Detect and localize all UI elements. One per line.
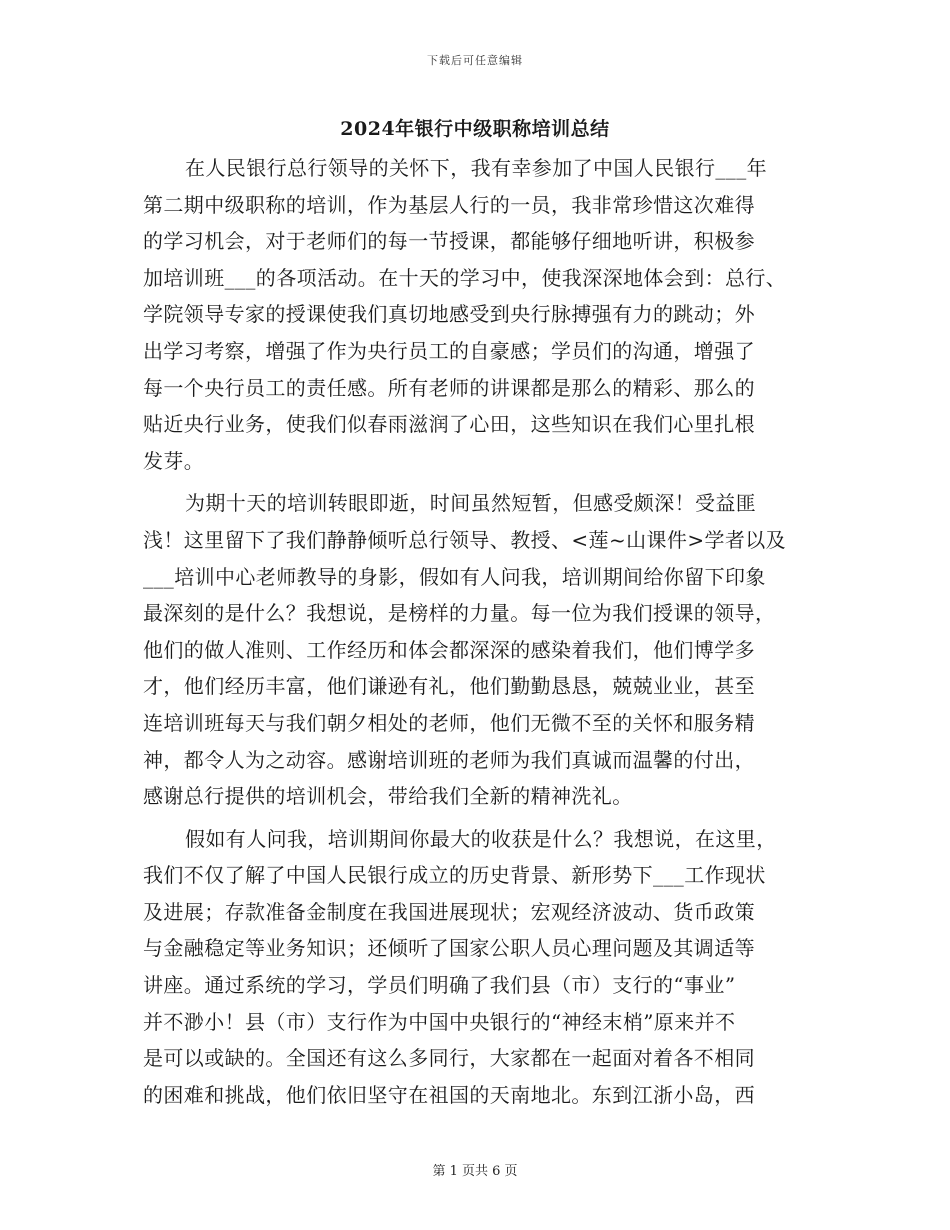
paragraph-line: 最深刻的是什么？我想说，是榜样的力量。每一位为我们授课的领导， xyxy=(143,601,776,626)
paragraph-line: 贴近央行业务，使我们似春雨滋润了心田，这些知识在我们心里扎根 xyxy=(143,412,755,437)
paragraph-1 xyxy=(143,150,833,479)
paragraph-line: 及进展；存款准备金制度在我国进展现状；宏观经济波动、货币政策 xyxy=(143,899,755,924)
paragraph-line: 出学习考察，增强了作为央行员工的自豪感；学员们的沟通，增强了 xyxy=(143,338,755,363)
document-body xyxy=(143,150,833,1113)
header-note: 下载后可任意编辑 xyxy=(427,54,523,67)
paragraph-line: 学院领导专家的授课使我们真切地感受到央行脉搏强有力的跳动；外 xyxy=(143,302,755,327)
paragraph-line: 感谢总行提供的培训机会，带给我们全新的精神洗礼。 xyxy=(143,784,633,809)
page-number: 第 1 页共 6 页 xyxy=(432,1164,518,1179)
paragraph-line: 我们不仅了解了中国人民银行成立的历史背景、新形势下___工作现状 xyxy=(143,863,766,888)
paragraph-line: 发芽。 xyxy=(143,448,205,473)
paragraph-line: 加培训班___的各项活动。在十天的学习中，使我深深地体会到：总行、 xyxy=(143,265,787,290)
paragraph-3 xyxy=(143,821,833,1114)
paragraph-line: 的学习机会，对于老师们的每一节授课，都能够仔细地听讲，积极参 xyxy=(143,229,755,254)
document-title: 2024年银行中级职称培训总结 xyxy=(340,118,610,140)
paragraph-2 xyxy=(143,485,833,814)
paragraph-line: 的困难和挑战，他们依旧坚守在祖国的天南地北。东到江浙小岛，西 xyxy=(143,1082,755,1107)
paragraph-line: 是可以或缺的。全国还有这么多同行，大家都在一起面对着各不相同 xyxy=(143,1046,755,1071)
paragraph-line: 才，他们经历丰富，他们谦逊有礼，他们勤勤恳恳，兢兢业业，甚至 xyxy=(143,674,755,699)
paragraph-line: 他们的做人准则、工作经历和体会都深深的感染着我们，他们博学多 xyxy=(143,637,755,662)
paragraph-line: 假如有人问我，培训期间你最大的收获是什么？我想说，在这里， xyxy=(185,826,777,851)
paragraph-line: 浅！这里留下了我们静静倾听总行领导、教授、<莲~山课件>学者以及 xyxy=(143,527,787,552)
paragraph-line: 连培训班每天与我们朝夕相处的老师，他们无微不至的关怀和服务精 xyxy=(143,710,755,735)
paragraph-line: 每一个央行员工的责任感。所有老师的讲课都是那么的精彩、那么的 xyxy=(143,375,755,400)
paragraph-line: 讲座。通过系统的学习，学员们明确了我们县（市）支行的“事业” xyxy=(143,973,736,998)
paragraph-line: ___培训中心老师教导的身影，假如有人问我，培训期间给你留下印象 xyxy=(143,564,766,589)
paragraph-line: 并不渺小！县（市）支行作为中国中央银行的“神经末梢”原来并不 xyxy=(143,1009,736,1034)
paragraph-line: 与金融稳定等业务知识；还倾听了国家公职人员心理问题及其调适等 xyxy=(143,936,755,961)
paragraph-line: 为期十天的培训转眼即逝，时间虽然短暂，但感受颇深！受益匪 xyxy=(185,491,757,516)
paragraph-line: 在人民银行总行领导的关怀下，我有幸参加了中国人民银行___年 xyxy=(185,156,767,180)
paragraph-line: 第二期中级职称的培训，作为基层人行的一员，我非常珍惜这次难得 xyxy=(143,192,755,217)
paragraph-line: 神，都令人为之动容。感谢培训班的老师为我们真诚而温馨的付出， xyxy=(143,747,755,772)
